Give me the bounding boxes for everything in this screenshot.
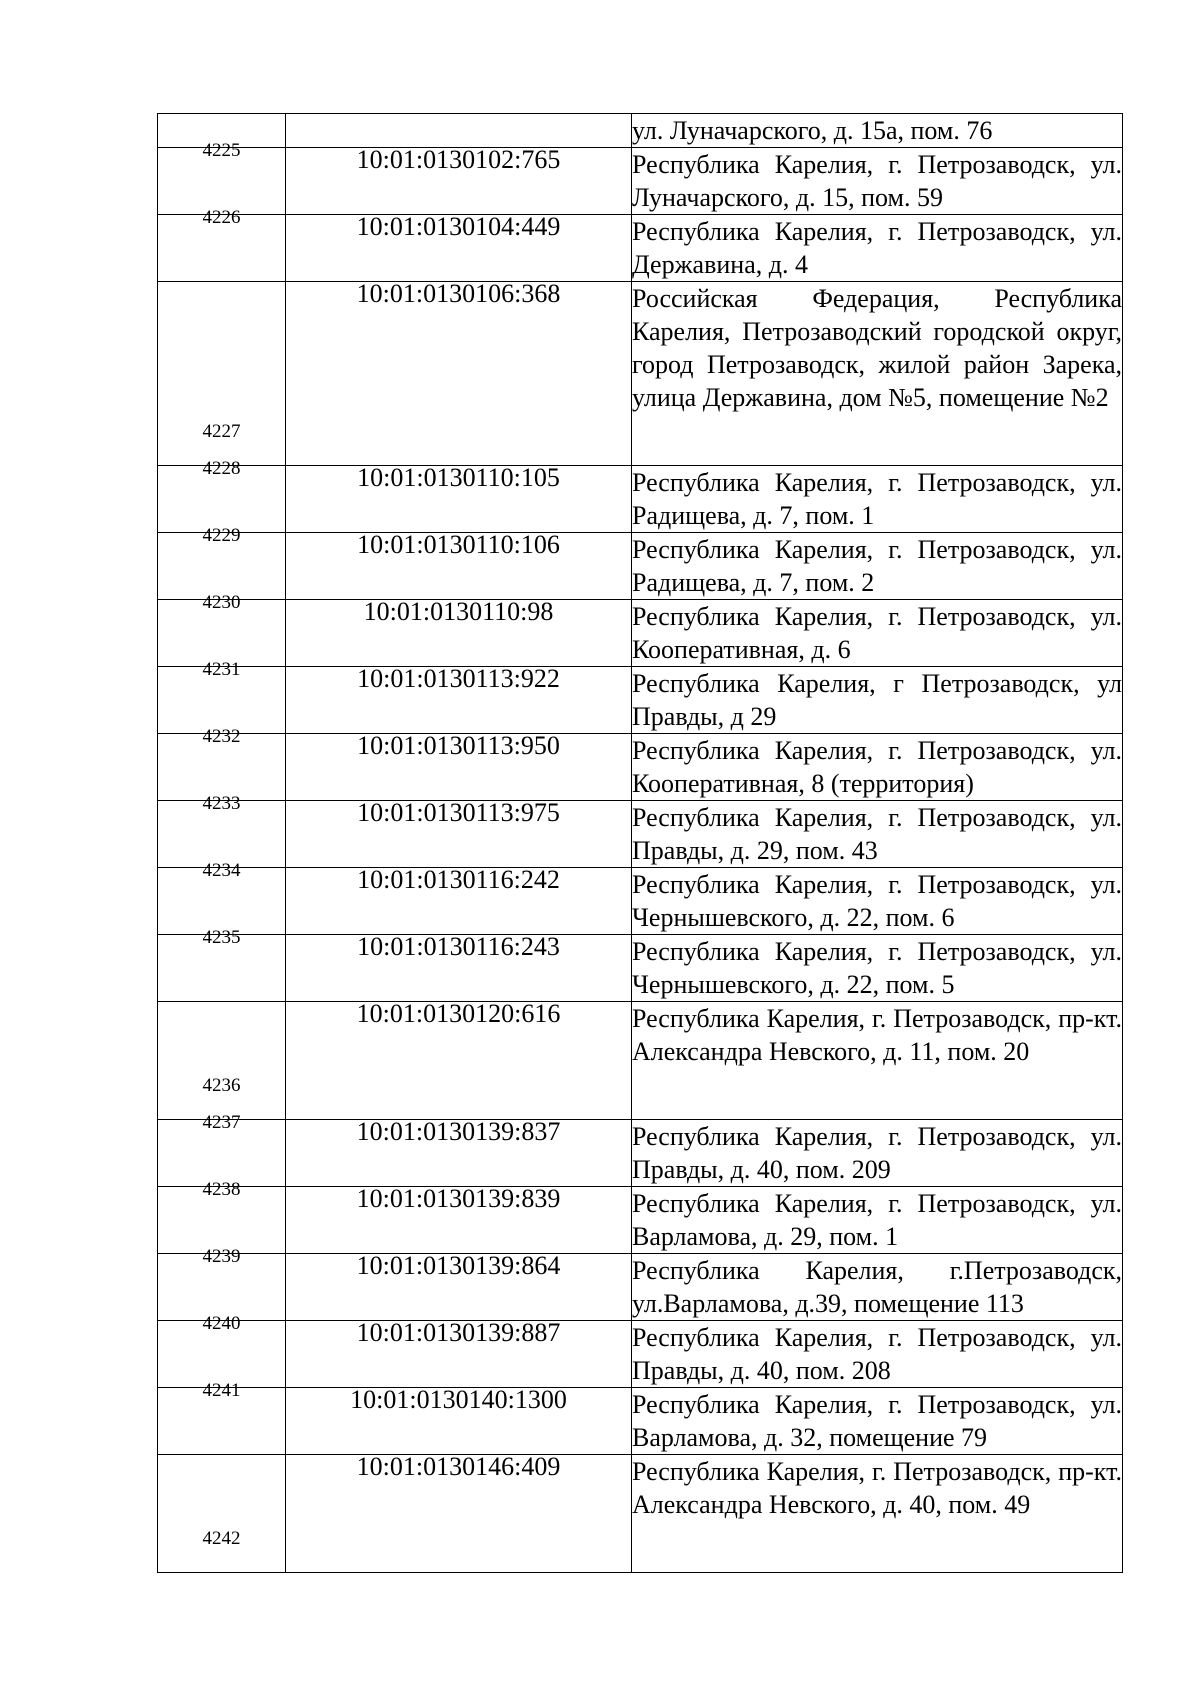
address-cell: Республика Карелия, г. Петрозаводск, ул. Чернышевского, д. 22, пом. 6: [632, 868, 1123, 935]
cadastral-number-cell: 10:01:0130140:1300: [286, 1388, 632, 1455]
row-number-cell: 4241: [158, 1388, 286, 1455]
property-registry-table: [157, 113, 1123, 1573]
address-cell: Республика Карелия, г. Петрозаводск, ул. Радищева, д. 7, пом. 1: [632, 466, 1123, 533]
address-cell: Республика Карелия, г. Петрозаводск, пр-кт. Александра Невского, д. 11, пом. 20: [632, 1002, 1123, 1120]
row-number-cell: 4236: [158, 1002, 286, 1120]
cadastral-number-cell: 10:01:0130113:922: [286, 667, 632, 734]
row-number-cell: 4230: [158, 600, 286, 667]
row-number-cell: 4229: [158, 533, 286, 600]
row-number-cell: 4226: [158, 215, 286, 282]
table-row: [158, 215, 1123, 282]
cadastral-number-cell: 10:01:0130110:98: [286, 600, 632, 667]
row-number-cell: 4237: [158, 1120, 286, 1187]
table-row: [158, 114, 1123, 148]
table-row: [158, 466, 1123, 533]
address-cell: Российская Федерация, Республика Карелия, Петрозаводский городской округ, город Петрозаводск, жилой район Зарека, улица Державина, дом №5, помещение №2: [632, 282, 1123, 466]
address-cell: Республика Карелия, г. Петрозаводск, ул. Варламова, д. 32, помещение 79: [632, 1388, 1123, 1455]
cadastral-number-cell: 10:01:0130110:105: [286, 466, 632, 533]
address-cell: Республика Карелия, г.Петрозаводск, ул.Варламова, д.39, помещение 113: [632, 1254, 1123, 1321]
address-cell: Республика Карелия, г. Петрозаводск, ул. Правды, д. 29, пом. 43: [632, 801, 1123, 868]
table-row: [158, 1002, 1123, 1120]
cadastral-number-cell: 10:01:0130120:616: [286, 1002, 632, 1120]
table-row: [158, 801, 1123, 868]
cadastral-number-cell: 10:01:0130116:242: [286, 868, 632, 935]
table-row: [158, 1321, 1123, 1388]
table-row: [158, 148, 1123, 215]
row-number-cell: 4227: [158, 282, 286, 466]
address-cell: Республика Карелия, г Петрозаводск, ул Правды, д 29: [632, 667, 1123, 734]
cadastral-number-cell: 10:01:0130113:950: [286, 734, 632, 801]
address-cell: Республика Карелия, г. Петрозаводск, ул. Кооперативная, д. 6: [632, 600, 1123, 667]
row-number-cell: 4228: [158, 466, 286, 533]
table-row: [158, 1187, 1123, 1254]
cadastral-number-cell: 10:01:0130139:864: [286, 1254, 632, 1321]
cadastral-number-cell: 10:01:0130139:837: [286, 1120, 632, 1187]
row-number-cell: 4232: [158, 734, 286, 801]
address-cell: Республика Карелия, г. Петрозаводск, ул. Кооперативная, 8 (территория): [632, 734, 1123, 801]
address-cell: ул. Луначарского, д. 15а, пом. 76: [632, 114, 1123, 148]
row-number-cell: 4235: [158, 935, 286, 1002]
cadastral-number-cell: 10:01:0130104:449: [286, 215, 632, 282]
address-cell: Республика Карелия, г. Петрозаводск, ул. Правды, д. 40, пом. 208: [632, 1321, 1123, 1388]
row-number-cell: 4231: [158, 667, 286, 734]
table-row: [158, 282, 1123, 466]
cadastral-number-cell: 10:01:0130116:243: [286, 935, 632, 1002]
cadastral-number-cell: 10:01:0130106:368: [286, 282, 632, 466]
row-number-cell: 4239: [158, 1254, 286, 1321]
address-cell: Республика Карелия, г. Петрозаводск, ул. Чернышевского, д. 22, пом. 5: [632, 935, 1123, 1002]
cadastral-number-cell: 10:01:0130113:975: [286, 801, 632, 868]
table-row: [158, 734, 1123, 801]
cadastral-number-cell: [286, 114, 632, 148]
row-number-cell: 4238: [158, 1187, 286, 1254]
row-number-cell: 4240: [158, 1321, 286, 1388]
address-cell: Республика Карелия, г. Петрозаводск, ул. Державина, д. 4: [632, 215, 1123, 282]
address-cell: Республика Карелия, г. Петрозаводск, ул. Радищева, д. 7, пом. 2: [632, 533, 1123, 600]
row-number-cell: 4233: [158, 801, 286, 868]
cadastral-number-cell: 10:01:0130146:409: [286, 1455, 632, 1573]
table-row: [158, 667, 1123, 734]
address-cell: Республика Карелия, г. Петрозаводск, ул. Варламова, д. 29, пом. 1: [632, 1187, 1123, 1254]
address-cell: Республика Карелия, г. Петрозаводск, ул. Луначарского, д. 15, пом. 59: [632, 148, 1123, 215]
registry-table-body: [158, 114, 1123, 1573]
table-row: [158, 1120, 1123, 1187]
cadastral-number-cell: 10:01:0130110:106: [286, 533, 632, 600]
cadastral-number-cell: 10:01:0130139:887: [286, 1321, 632, 1388]
table-row: [158, 868, 1123, 935]
row-number-cell: 4242: [158, 1455, 286, 1573]
cadastral-number-cell: 10:01:0130102:765: [286, 148, 632, 215]
table-row: [158, 1455, 1123, 1573]
table-row: [158, 1254, 1123, 1321]
cadastral-number-cell: 10:01:0130139:839: [286, 1187, 632, 1254]
address-cell: Республика Карелия, г. Петрозаводск, пр-кт. Александра Невского, д. 40, пом. 49: [632, 1455, 1123, 1573]
row-number-cell: 4234: [158, 868, 286, 935]
address-cell: Республика Карелия, г. Петрозаводск, ул. Правды, д. 40, пом. 209: [632, 1120, 1123, 1187]
table-row: [158, 935, 1123, 1002]
table-row: [158, 600, 1123, 667]
table-row: [158, 1388, 1123, 1455]
table-row: [158, 533, 1123, 600]
row-number-cell: 4225: [158, 148, 286, 215]
